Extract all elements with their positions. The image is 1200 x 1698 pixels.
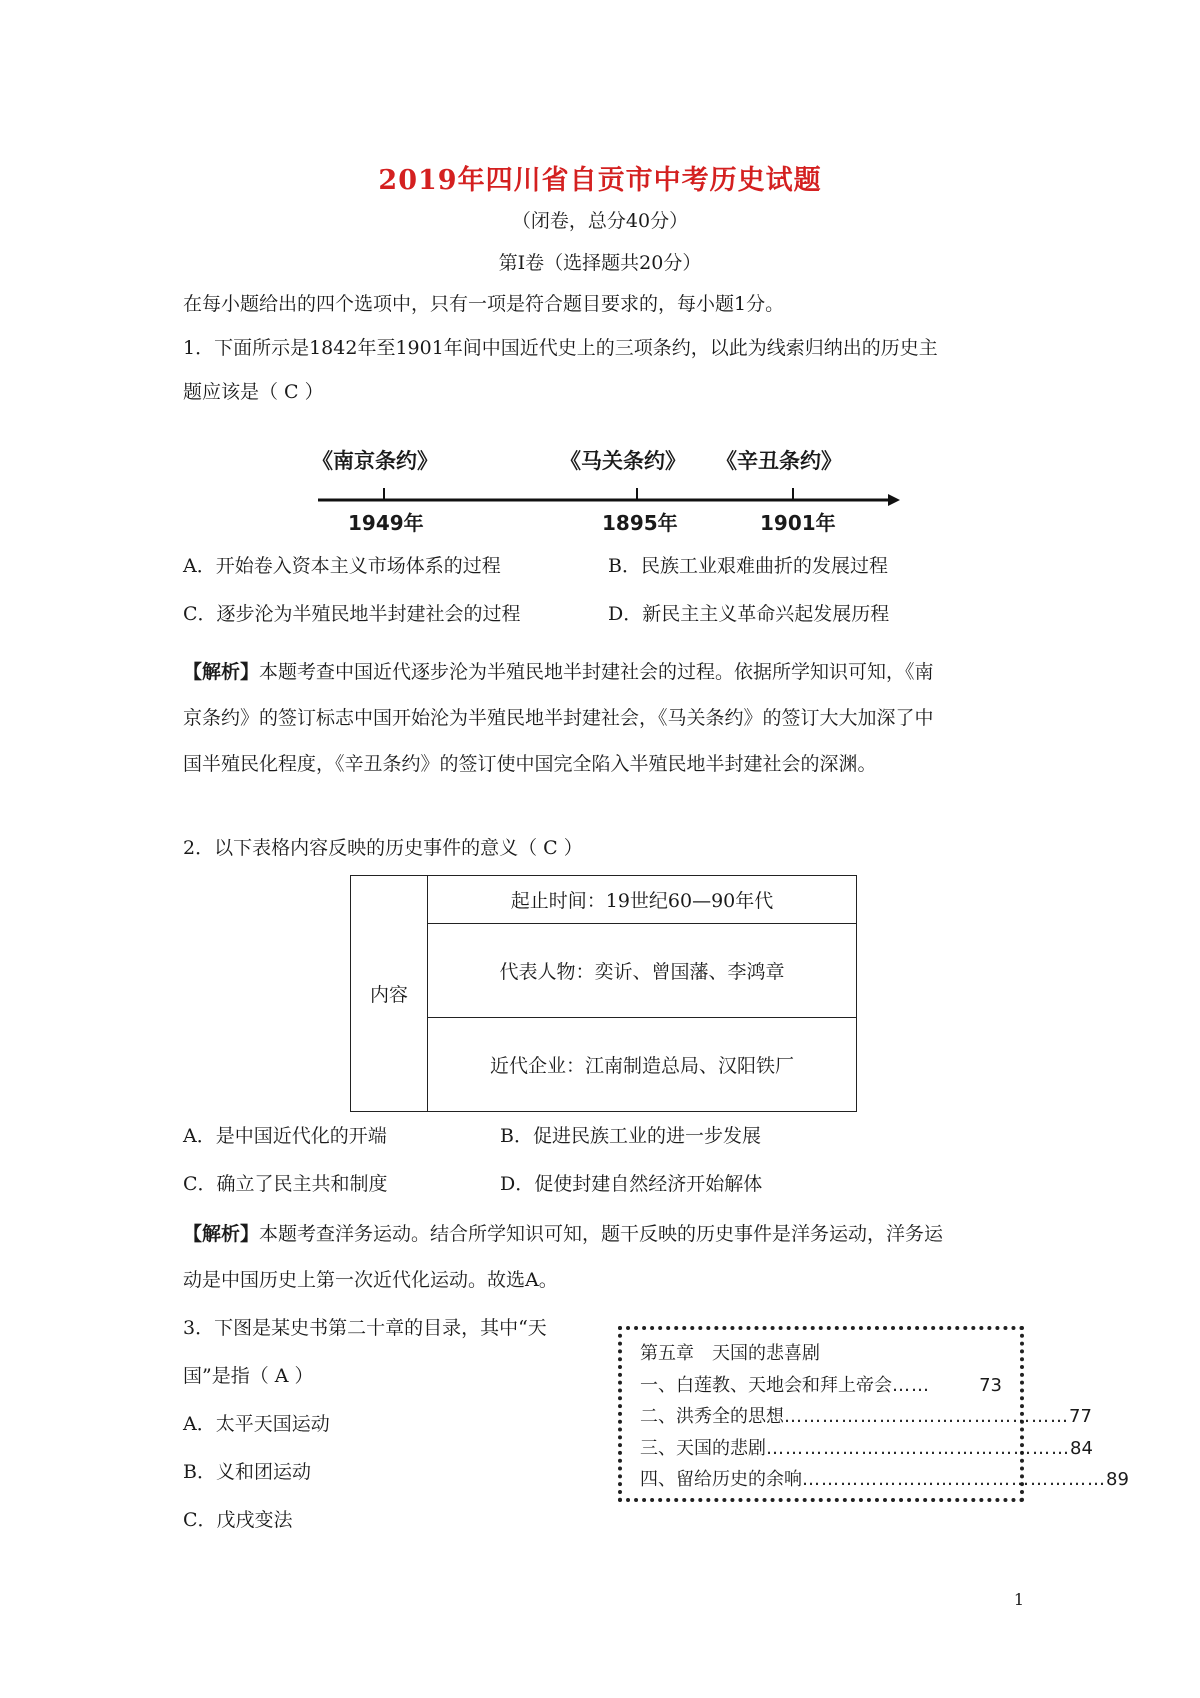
q1-stem-line1: 1．下面所示是1842年至1901年间中国近代史上的三项条约，以此为线索归纳出的历史主 [183,337,938,359]
section-heading: 第Ⅰ卷（选择题共20分） [498,252,702,274]
analysis-tag: 【解析】 [183,1223,260,1245]
timeline-year-2: 1895年 [602,511,678,535]
toc-box [618,1326,1129,1502]
q1-option-a: A．开始卷入资本主义市场体系的过程 [183,555,501,577]
q2-option-b: B．促进民族工业的进一步发展 [500,1125,761,1147]
q2-option-d: D．促使封建自然经济开始解体 [500,1173,763,1195]
q1-analysis-line1 [183,660,1023,684]
toc-item-text: 四、留给历史的余响 [640,1469,802,1490]
analysis-tag: 【解析】 [183,661,260,683]
q1-option-c: C．逐步沦为半殖民地半封建社会的过程 [183,603,521,625]
table-cell-enterprises: 近代企业：江南制造总局、汉阳铁厂 [428,1018,857,1112]
toc-item-4 [640,1464,1129,1496]
q3-stem-line1: 3．下图是某史书第二十章的目录，其中“天 [183,1317,547,1339]
toc-leader: ……………………………………… [784,1406,1069,1427]
q1-option-b: B．民族工业艰难曲折的发展过程 [608,555,888,577]
q1-stem-line2: 题应该是（ C ） [183,381,324,403]
toc-item-text: 三、天国的悲剧 [640,1437,766,1459]
toc-item-2 [640,1401,1092,1433]
q1-analysis-line3: 国半殖民化程度，《辛丑条约》的签订使中国完全陷入半殖民地半封建社会的深渊。 [183,753,877,775]
toc-item-page: 73 [979,1374,1002,1396]
toc-item-1 [640,1370,1002,1402]
table-cell-period: 起止时间：19世纪60—90年代 [428,876,857,924]
q2-option-a: A．是中国近代化的开端 [183,1125,387,1147]
timeline-label-xinchou: 《辛丑条约》 [716,449,842,473]
timeline-year-1: 1949年 [348,511,424,535]
toc-item-page: 77 [1069,1406,1092,1427]
q3-option-a: A．太平天国运动 [183,1413,330,1435]
q3-option-c: C．戊戌变法 [183,1509,293,1531]
q3-stem-line2: 国”是指（ A ） [183,1365,314,1387]
toc-heading: 第五章 天国的悲喜剧 [640,1343,820,1364]
toc-leader: ………………………………………… [802,1469,1106,1490]
timeline-label-nanjing: 《南京条约》 [312,449,438,473]
q2-analysis-line1 [183,1222,1023,1246]
toc-item-3 [640,1433,1093,1465]
subtitle: （闭卷，总分40分） [511,210,689,232]
table-row-header: 内容 [351,876,428,1112]
treaty-timeline [300,445,900,535]
q1-option-d: D．新民主主义革命兴起发展历程 [608,603,890,625]
q2-analysis-line2: 动是中国历史上第一次近代化运动。故选A。 [183,1269,558,1291]
toc-item-text: 二、洪秀全的思想 [640,1406,784,1427]
toc-item-page: 84 [1070,1437,1093,1459]
toc-item-text: 一、白莲教、天地会和拜上帝会 [640,1374,892,1396]
q2-stem: 2．以下表格内容反映的历史事件的意义（ C ） [183,837,583,859]
q2-option-c: C．确立了民主共和制度 [183,1173,388,1195]
q3-option-b: B．义和团运动 [183,1461,311,1483]
q1-analysis-text1: 本题考查中国近代逐步沦为半殖民地半封建社会的过程。依据所学知识可知，《南 [259,661,934,683]
toc-item-page: 89 [1106,1469,1129,1490]
page-title: 2019年四川省自贡市中考历史试题 [378,165,822,196]
toc-leader: …… [892,1374,930,1396]
q2-table [350,875,857,1112]
timeline-year-3: 1901年 [760,511,836,535]
timeline-label-maguan: 《马关条约》 [560,449,686,473]
q1-analysis-line2: 京条约》的签订标志中国开始沦为半殖民地半封建社会，《马关条约》的签订大大加深了中 [183,707,934,729]
toc-leader: ………………………………………… [766,1437,1070,1459]
instruction: 在每小题给出的四个选项中，只有一项是符合题目要求的，每小题1分。 [183,293,785,315]
table-cell-figures: 代表人物：奕䜣、曾国藩、李鸿章 [428,924,857,1018]
q2-analysis-text1: 本题考查洋务运动。结合所学知识可知，题干反映的历史事件是洋务运动，洋务运 [259,1223,944,1245]
page-number: 1 [1013,1590,1024,1609]
